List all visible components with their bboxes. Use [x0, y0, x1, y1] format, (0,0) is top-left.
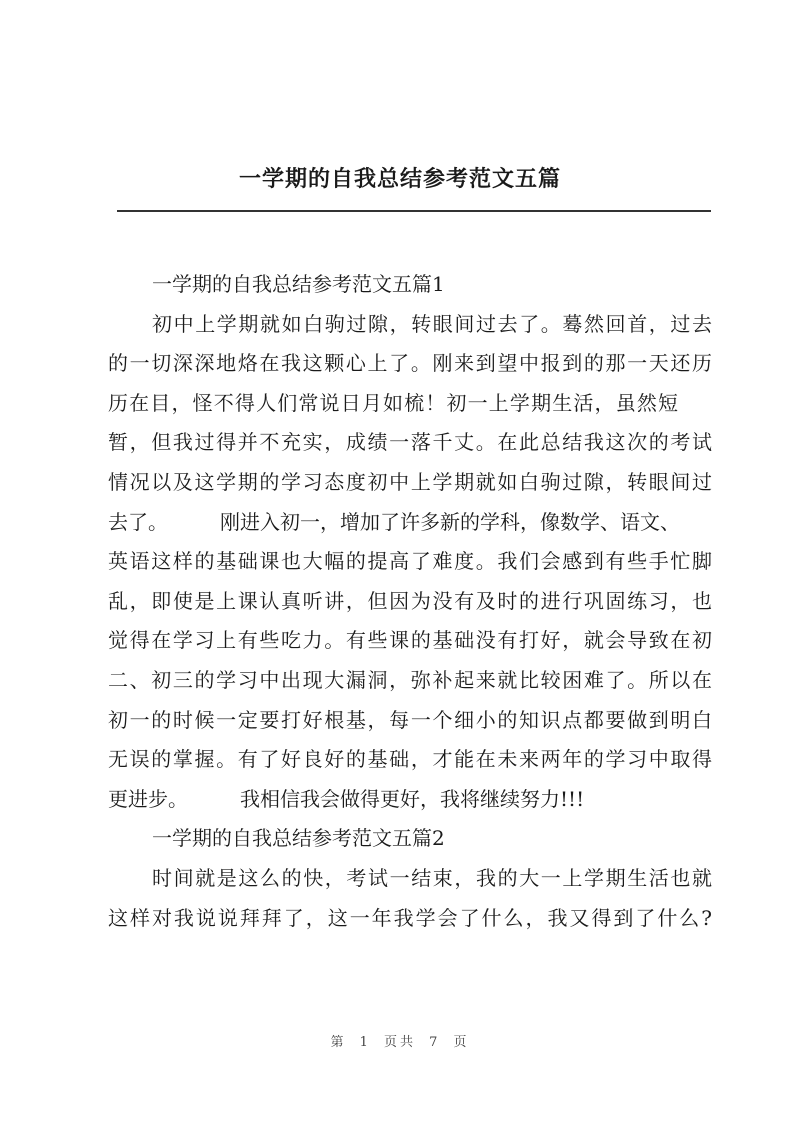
paragraph-line: [108, 503, 712, 543]
paragraph-line: 二、初三的学习中出现大漏洞，弥补起来就比较困难了。所以在: [108, 667, 712, 692]
paragraph-fragment: 更进步。: [108, 786, 188, 811]
essay-2-heading: 一学期的自我总结参考范文五篇2: [152, 826, 445, 851]
paragraph-line: [108, 780, 712, 820]
paragraph-line: 英语这样的基础课也大幅的提高了难度。我们会感到有些手忙脚: [108, 549, 712, 574]
paragraph-line: 觉得在学习上有些吃力。有些课的基础没有打好，就会导致在初: [108, 628, 712, 653]
paragraph-line: 初中上学期就如白驹过隙，转眼间过去了。蓦然回首，过去: [152, 311, 712, 336]
paragraph-line: 历在目，怪不得人们常说日月如梳！初一上学期生活，虽然短: [108, 390, 678, 415]
paragraph-line: 这样对我说说拜拜了，这一年我学会了什么，我又得到了什么?: [108, 905, 712, 930]
page-footer: 第 1 页共 7 页: [330, 1035, 470, 1050]
document-title: 一学期的自我总结参考范文五篇: [238, 166, 561, 192]
paragraph-fragment: 去了。: [108, 509, 168, 534]
document-body: [108, 265, 712, 938]
paragraph-line: 时间就是这么的快，考试一结束，我的大一上学期生活也就: [152, 865, 712, 890]
paragraph-line: 乱，即使是上课认真听讲，但因为没有及时的进行巩固练习，也: [108, 588, 712, 613]
paragraph-line: 暂，但我过得并不充实，成绩一落千丈。在此总结我这次的考试: [108, 430, 712, 455]
paragraph-line: 情况以及这学期的学习态度初中上学期就如白驹过隙，转眼间过: [108, 469, 712, 494]
paragraph-line: 无误的掌握。有了好良好的基础，才能在未来两年的学习中取得: [108, 747, 712, 772]
paragraph-fragment: 刚进入初一，增加了许多新的学科，像数学、语文、: [220, 509, 680, 534]
paragraph-line: 初一的时候一定要打好根基，每一个细小的知识点都要做到明白: [108, 707, 712, 732]
essay-1-heading: 一学期的自我总结参考范文五篇1: [152, 272, 445, 296]
paragraph-fragment: 我相信我会做得更好，我将继续努力!!!: [240, 786, 585, 811]
paragraph-line: 的一切深深地烙在我这颗心上了。刚来到望中报到的那一天还历: [108, 351, 712, 376]
title-underline: [117, 210, 711, 212]
